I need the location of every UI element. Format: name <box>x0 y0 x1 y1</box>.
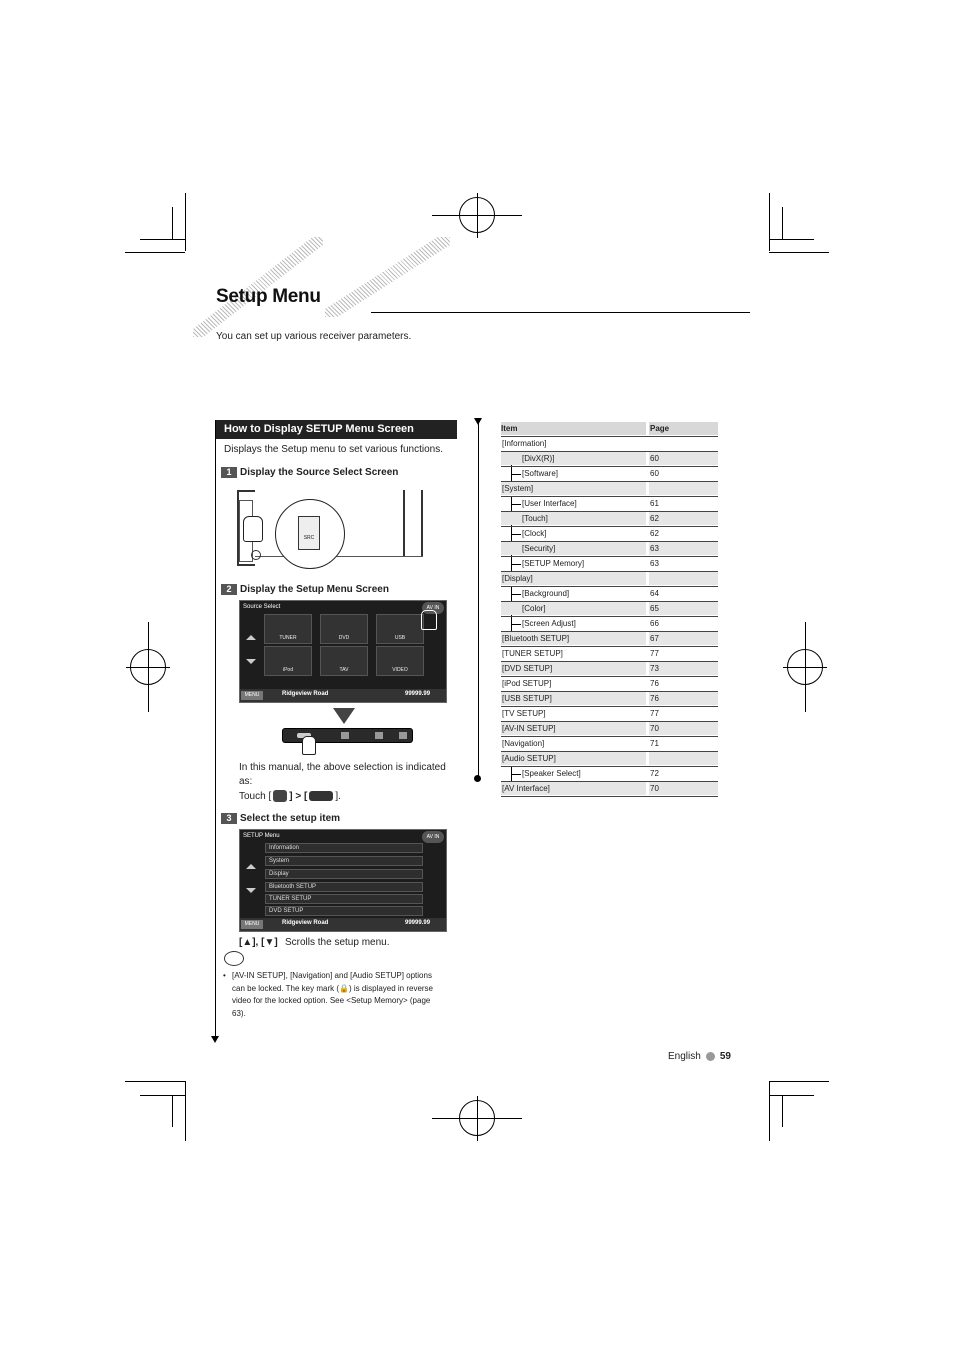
row-page: 71 <box>650 739 659 748</box>
col-page-header: Page <box>649 422 718 435</box>
section-description: Displays the Setup menu to set various functions. <box>224 444 444 455</box>
column-rule <box>215 420 216 1039</box>
row-page: 62 <box>650 529 659 538</box>
row-item: [Clock] <box>522 529 547 538</box>
table-row <box>501 602 718 617</box>
row-item: [Screen Adjust] <box>522 619 576 628</box>
down-arrow-icon <box>474 418 482 425</box>
step-label: Display the Source Select Screen <box>240 466 399 478</box>
source-icon <box>273 790 287 802</box>
section-heading: How to Display SETUP Menu Screen <box>216 420 457 439</box>
row-page: 72 <box>650 769 659 778</box>
row-item: [SETUP Memory] <box>522 559 585 568</box>
row-item: [Display] <box>501 572 646 585</box>
table-row <box>501 692 718 707</box>
table-row <box>501 587 718 602</box>
source-select-screen <box>239 600 447 703</box>
row-page: 77 <box>650 649 659 658</box>
device-illustration <box>237 490 423 566</box>
hand-pointer-icon <box>302 736 316 755</box>
step-label: Select the setup item <box>240 812 341 824</box>
bullet-text: 63). <box>232 1009 246 1018</box>
audio-icon[interactable] <box>341 732 349 739</box>
step-2 <box>221 583 389 595</box>
bullet-marker: • <box>223 971 226 980</box>
row-item: [TUNER SETUP] <box>502 649 563 658</box>
touch-mid: ] > [ <box>289 790 308 802</box>
source-tile[interactable]: VIDEO <box>376 646 424 676</box>
distance: 99999.99 <box>405 920 431 926</box>
row-page: 65 <box>649 602 718 615</box>
table-row <box>501 542 718 557</box>
row-item: [Background] <box>522 589 570 598</box>
table-row <box>501 557 718 572</box>
row-page: 60 <box>649 452 718 465</box>
row-item: [User Interface] <box>522 499 577 508</box>
av-in-badge[interactable]: AV IN <box>422 831 444 843</box>
table-row <box>501 647 718 662</box>
row-item: [AV Interface] <box>501 782 646 795</box>
decorative-hatch <box>325 237 450 317</box>
table-row <box>501 482 718 497</box>
table-row <box>501 632 718 647</box>
row-item: [Audio SETUP] <box>501 752 646 765</box>
hand-pointer-icon <box>421 610 437 630</box>
page-title: Setup Menu <box>216 286 321 307</box>
row-page: 76 <box>649 692 718 705</box>
screen-icon[interactable] <box>375 732 383 739</box>
row-page: 63 <box>649 542 718 555</box>
page-number: 59 <box>719 1051 731 1062</box>
row-item: [TV SETUP] <box>502 709 546 718</box>
touch-instruction <box>239 790 341 802</box>
touch-suffix: ]. <box>335 790 341 802</box>
table-row <box>501 467 718 482</box>
row-item: [USB SETUP] <box>501 692 646 705</box>
step-3 <box>221 812 340 824</box>
table-row <box>501 767 718 782</box>
column-rule <box>478 420 479 778</box>
row-page <box>649 482 718 495</box>
scroll-down-button[interactable] <box>246 888 256 893</box>
wrench-icon <box>309 791 333 801</box>
bullet-text: can be locked. The key mark (🔒) is displayed in reverse <box>232 984 434 993</box>
setup-menu-screen <box>239 829 447 932</box>
table-row <box>501 722 718 737</box>
bullet-text: video for the locked option. See <Setup Memory> (page <box>232 996 431 1005</box>
table-row <box>501 452 718 467</box>
table-row <box>501 617 718 632</box>
row-item: [Security] <box>501 542 646 555</box>
setup-item[interactable]: TUNER SETUP <box>265 894 423 904</box>
table-row <box>501 527 718 542</box>
touch-prefix: Touch [ <box>239 790 272 802</box>
col-item-header: Item <box>501 422 646 435</box>
setup-item[interactable]: Display <box>265 869 423 879</box>
table-row <box>501 782 718 797</box>
hand-pointer-icon <box>243 516 263 542</box>
note-icon <box>224 951 244 966</box>
down-triangle-icon <box>333 708 355 724</box>
row-page: 76 <box>650 679 659 688</box>
menu-button[interactable]: MENU <box>241 691 263 700</box>
intro-text: You can set up various receiver parameters. <box>216 331 412 342</box>
row-item: [Color] <box>501 602 646 615</box>
row-item: [DVD SETUP] <box>501 662 646 675</box>
scroll-description: Scrolls the setup menu. <box>285 937 390 948</box>
screen-title: SETUP Menu <box>243 833 280 839</box>
row-item: [Software] <box>522 469 559 478</box>
table-row <box>501 662 718 677</box>
row-page: 77 <box>650 709 659 718</box>
row-page: 66 <box>650 619 659 628</box>
row-item: [Touch] <box>501 512 646 525</box>
setup-items-table <box>501 422 718 797</box>
down-arrow-icon <box>211 1036 219 1043</box>
scroll-up-button[interactable] <box>246 864 256 869</box>
step-number: 2 <box>221 584 237 595</box>
row-page: 67 <box>649 632 718 645</box>
table-row <box>501 437 718 452</box>
row-page: 70 <box>649 782 718 795</box>
step-label: Display the Setup Menu Screen <box>240 583 389 595</box>
row-page <box>649 572 718 585</box>
row-item: [Bluetooth SETUP] <box>501 632 646 645</box>
manual-note: as: <box>239 776 253 787</box>
row-page: 63 <box>650 559 659 568</box>
source-tile[interactable]: USB <box>376 614 424 644</box>
source-tile[interactable]: TUNER <box>264 614 312 644</box>
road-name: Ridgeview Road <box>282 691 329 697</box>
row-item: [Navigation] <box>502 739 545 748</box>
table-header <box>501 422 718 437</box>
end-dot-icon <box>474 775 481 782</box>
row-page <box>649 437 718 450</box>
title-rule <box>371 312 750 313</box>
row-page: 62 <box>649 512 718 525</box>
src-button[interactable]: SRC <box>298 516 320 550</box>
road-name: Ridgeview Road <box>282 920 329 926</box>
bullet-text: [AV-IN SETUP], [Navigation] and [Audio SETUP] options <box>232 971 432 980</box>
row-item: [Information] <box>502 439 547 448</box>
footer-dot-icon <box>706 1052 715 1061</box>
source-tile[interactable]: iPod <box>264 646 312 676</box>
table-row <box>501 707 718 722</box>
row-page: 61 <box>650 499 659 508</box>
scroll-down-button[interactable] <box>246 659 256 664</box>
zoom-circle <box>275 499 345 569</box>
menu-button[interactable]: MENU <box>241 920 263 929</box>
setup-item[interactable]: DVD SETUP <box>265 906 423 916</box>
row-page <box>649 752 718 765</box>
table-row <box>501 737 718 752</box>
setup-item[interactable]: System <box>265 856 423 866</box>
row-item: [AV-IN SETUP] <box>501 722 646 735</box>
av-in-badge[interactable]: AV IN <box>422 602 444 614</box>
setup-item[interactable]: Information <box>265 843 423 853</box>
row-page: 64 <box>650 589 659 598</box>
manual-note: In this manual, the above selection is indicated <box>239 762 446 773</box>
table-row <box>501 677 718 692</box>
row-page: 60 <box>650 469 659 478</box>
row-page: 70 <box>649 722 718 735</box>
table-row <box>501 752 718 767</box>
source-tile[interactable]: TAV <box>320 646 368 676</box>
row-item: [DivX(R)] <box>501 452 646 465</box>
row-page: 73 <box>649 662 718 675</box>
step-1 <box>221 466 398 478</box>
distance: 99999.99 <box>405 691 431 697</box>
scroll-up-button[interactable] <box>246 635 256 640</box>
row-item: [Speaker Select] <box>522 769 581 778</box>
footer-language: English <box>668 1051 701 1062</box>
page-footer <box>668 1051 731 1062</box>
row-item: [System] <box>501 482 646 495</box>
step-number: 1 <box>221 467 237 478</box>
source-tile[interactable]: DVD <box>320 614 368 644</box>
row-item: [iPod SETUP] <box>502 679 552 688</box>
close-icon[interactable] <box>399 732 407 739</box>
table-row <box>501 572 718 587</box>
setup-item[interactable]: Bluetooth SETUP <box>265 882 423 892</box>
table-row <box>501 512 718 527</box>
table-row <box>501 497 718 512</box>
step-number: 3 <box>221 813 237 824</box>
screen-title: Source Select <box>243 604 281 610</box>
scroll-keys: [▲], [▼] <box>239 937 278 948</box>
